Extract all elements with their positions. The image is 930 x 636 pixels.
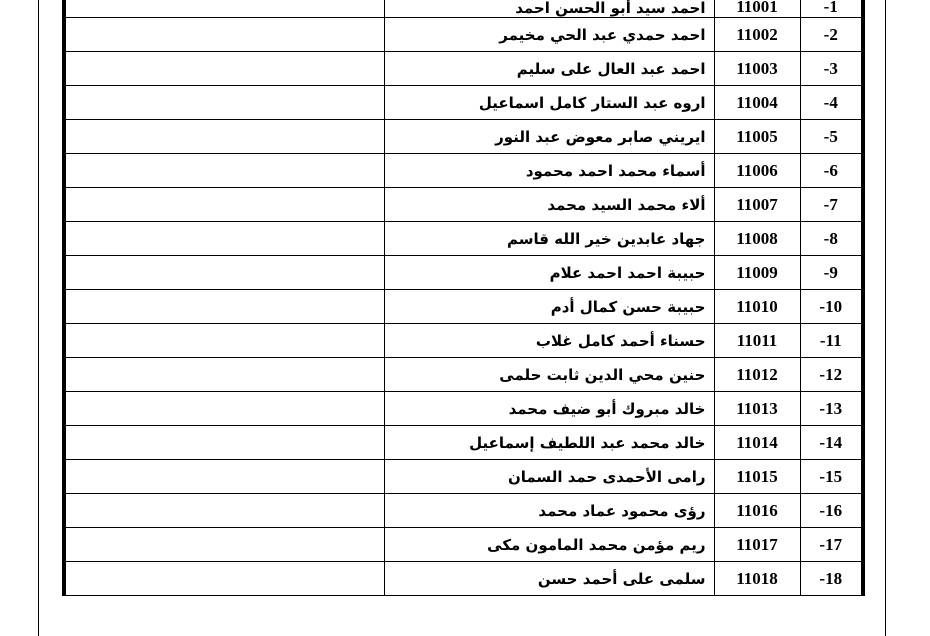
serial-number-cell: -3 xyxy=(800,52,863,86)
student-code-cell: 11011 xyxy=(714,324,800,358)
student-name-cell: رامى الأحمدى حمد السمان xyxy=(384,460,714,494)
blank-cell xyxy=(64,52,384,86)
serial-number-cell: -17 xyxy=(800,528,863,562)
table-row xyxy=(64,222,863,256)
serial-number-cell: -10 xyxy=(800,290,863,324)
student-code-cell: 11017 xyxy=(714,528,800,562)
table-row xyxy=(64,52,863,86)
student-name-cell: رؤى محمود عماد محمد xyxy=(384,494,714,528)
student-name-cell: حبيبة حسن كمال أدم xyxy=(384,290,714,324)
student-name-cell: حنين محي الدين ثابت حلمى xyxy=(384,358,714,392)
serial-number-cell: -14 xyxy=(800,426,863,460)
student-name-cell: أسماء محمد احمد محمود xyxy=(384,154,714,188)
student-code-cell: 11006 xyxy=(714,154,800,188)
student-name-cell: حبيبة احمد احمد علام xyxy=(384,256,714,290)
blank-cell xyxy=(64,528,384,562)
serial-number-cell: -7 xyxy=(800,188,863,222)
student-code-cell: 11009 xyxy=(714,256,800,290)
student-name-cell: احمد عبد العال على سليم xyxy=(384,52,714,86)
blank-cell xyxy=(64,188,384,222)
blank-cell xyxy=(64,426,384,460)
blank-cell xyxy=(64,392,384,426)
serial-number-cell: -4 xyxy=(800,86,863,120)
table-row xyxy=(64,392,863,426)
blank-cell xyxy=(64,0,384,18)
table-row xyxy=(64,426,863,460)
student-code-cell: 11016 xyxy=(714,494,800,528)
serial-number-cell: -12 xyxy=(800,358,863,392)
student-roster-table xyxy=(62,0,865,596)
table-row xyxy=(64,188,863,222)
student-code-cell: 11003 xyxy=(714,52,800,86)
student-code-cell: 11018 xyxy=(714,562,800,596)
table-row xyxy=(64,460,863,494)
student-name-cell: خالد مبروك أبو ضيف محمد xyxy=(384,392,714,426)
student-name-cell: سلمى على أحمد حسن xyxy=(384,562,714,596)
serial-number-cell: -18 xyxy=(800,562,863,596)
roster-body xyxy=(64,0,863,596)
student-name-cell: احمد سيد أبو الحسن احمد xyxy=(384,0,714,18)
blank-cell xyxy=(64,154,384,188)
serial-number-cell: -2 xyxy=(800,18,863,52)
blank-cell xyxy=(64,460,384,494)
blank-cell xyxy=(64,494,384,528)
table-row xyxy=(64,528,863,562)
table-row xyxy=(64,0,863,18)
serial-number-cell: -8 xyxy=(800,222,863,256)
student-code-cell: 11012 xyxy=(714,358,800,392)
blank-cell xyxy=(64,562,384,596)
table-row xyxy=(64,154,863,188)
blank-cell xyxy=(64,120,384,154)
student-code-cell: 11015 xyxy=(714,460,800,494)
serial-number-cell: -5 xyxy=(800,120,863,154)
student-name-cell: اروه عبد الستار كامل اسماعيل xyxy=(384,86,714,120)
serial-number-cell: -16 xyxy=(800,494,863,528)
blank-cell xyxy=(64,18,384,52)
student-name-cell: خالد محمد عبد اللطيف إسماعيل xyxy=(384,426,714,460)
table-row xyxy=(64,562,863,596)
table-row xyxy=(64,120,863,154)
blank-cell xyxy=(64,256,384,290)
student-name-cell: جهاد عابدين خير الله قاسم xyxy=(384,222,714,256)
table-row xyxy=(64,18,863,52)
serial-number-cell: -15 xyxy=(800,460,863,494)
table-row xyxy=(64,290,863,324)
student-code-cell: 11008 xyxy=(714,222,800,256)
blank-cell xyxy=(64,222,384,256)
serial-number-cell: -11 xyxy=(800,324,863,358)
student-name-cell: حسناء أحمد كامل غلاب xyxy=(384,324,714,358)
serial-number-cell: -9 xyxy=(800,256,863,290)
blank-cell xyxy=(64,324,384,358)
serial-number-cell: -1 xyxy=(800,0,863,18)
student-code-cell: 11007 xyxy=(714,188,800,222)
student-code-cell: 11014 xyxy=(714,426,800,460)
blank-cell xyxy=(64,358,384,392)
student-code-cell: 11002 xyxy=(714,18,800,52)
student-name-cell: ايريني صابر معوض عبد النور xyxy=(384,120,714,154)
table-row xyxy=(64,358,863,392)
student-name-cell: احمد حمدي عبد الحي مخيمر xyxy=(384,18,714,52)
student-name-cell: ألاء محمد السيد محمد xyxy=(384,188,714,222)
blank-cell xyxy=(64,290,384,324)
table-row xyxy=(64,256,863,290)
student-code-cell: 11001 xyxy=(714,0,800,18)
student-code-cell: 11013 xyxy=(714,392,800,426)
table-row xyxy=(64,324,863,358)
blank-cell xyxy=(64,86,384,120)
student-code-cell: 11004 xyxy=(714,86,800,120)
serial-number-cell: -6 xyxy=(800,154,863,188)
table-row xyxy=(64,86,863,120)
student-name-cell: ريم مؤمن محمد المامون مكى xyxy=(384,528,714,562)
student-code-cell: 11010 xyxy=(714,290,800,324)
table-row xyxy=(64,494,863,528)
serial-number-cell: -13 xyxy=(800,392,863,426)
student-code-cell: 11005 xyxy=(714,120,800,154)
